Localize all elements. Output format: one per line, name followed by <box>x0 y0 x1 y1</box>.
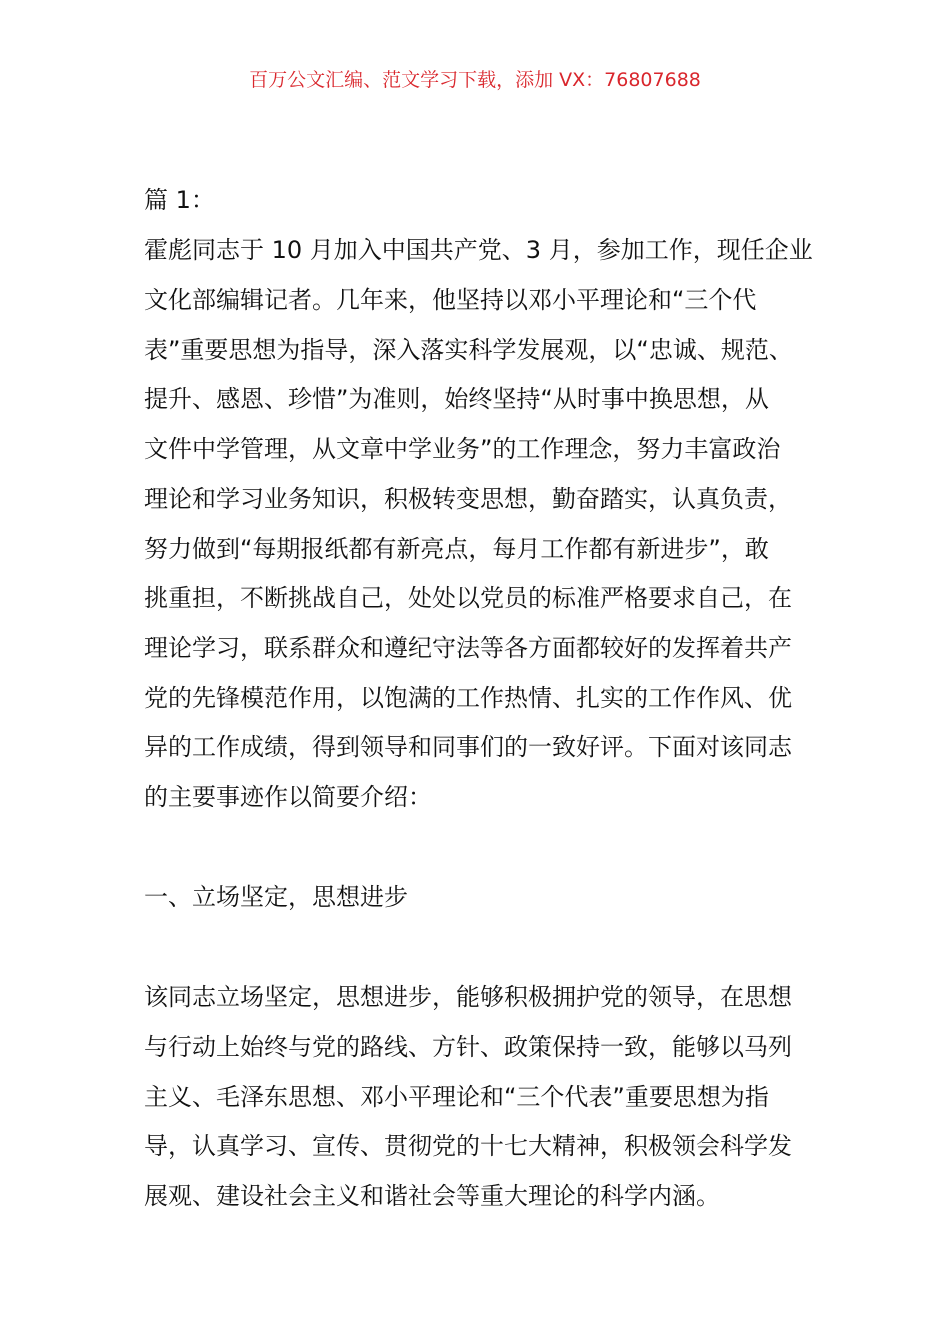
section-heading: 一、立场坚定，思想进步 <box>144 883 408 911</box>
paragraph-line: 主义、毛泽东思想、邓小平理论和“三个代表”重要思想为指 <box>144 1083 769 1111</box>
paragraph-line: 文化部编辑记者。几年来，他坚持以邓小平理论和“三个代 <box>144 286 757 314</box>
paragraph-line: 挑重担，不断挑战自己，处处以党员的标准严格要求自己，在 <box>144 584 792 612</box>
paragraph-line: 努力做到“每期报纸都有新亮点，每月工作都有新进步”，敢 <box>144 535 769 563</box>
paragraph-line: 党的先锋模范作用，以饱满的工作热情、扎实的工作作风、优 <box>144 684 792 712</box>
paragraph-line: 该同志立场坚定，思想进步，能够积极拥护党的领导，在思想 <box>144 983 792 1011</box>
paragraph-line: 表”重要思想为指导，深入落实科学发展观，以“忠诚、规范、 <box>144 336 793 364</box>
paragraph-line: 霍彪同志于 10 月加入中国共产党、3 月，参加工作，现任企业 <box>144 236 813 264</box>
paragraph-line: 理论学习，联系群众和遵纪守法等各方面都较好的发挥着共产 <box>144 634 792 662</box>
piece-label: 篇 1： <box>144 186 215 214</box>
paragraph-line: 提升、感恩、珍惜”为准则，始终坚持“从时事中换思想，从 <box>144 385 769 413</box>
paragraph-line: 展观、建设社会主义和谐社会等重大理论的科学内涵。 <box>144 1182 720 1210</box>
paragraph-line: 异的工作成绩，得到领导和同事们的一致好评。下面对该同志 <box>144 733 792 761</box>
paragraph-line: 与行动上始终与党的路线、方针、政策保持一致，能够以马列 <box>144 1033 792 1061</box>
paragraph-line: 导，认真学习、宣传、贯彻党的十七大精神，积极领会科学发 <box>144 1132 792 1160</box>
paragraph-line: 理论和学习业务知识，积极转变思想，勤奋踏实，认真负责， <box>144 485 792 513</box>
header-watermark-note: 百万公文汇编、范文学习下载，添加 VX：76807688 <box>249 69 701 91</box>
paragraph-line: 文件中学管理，从文章中学业务”的工作理念，努力丰富政治 <box>144 435 781 463</box>
paragraph-line: 的主要事迹作以简要介绍： <box>144 783 432 811</box>
